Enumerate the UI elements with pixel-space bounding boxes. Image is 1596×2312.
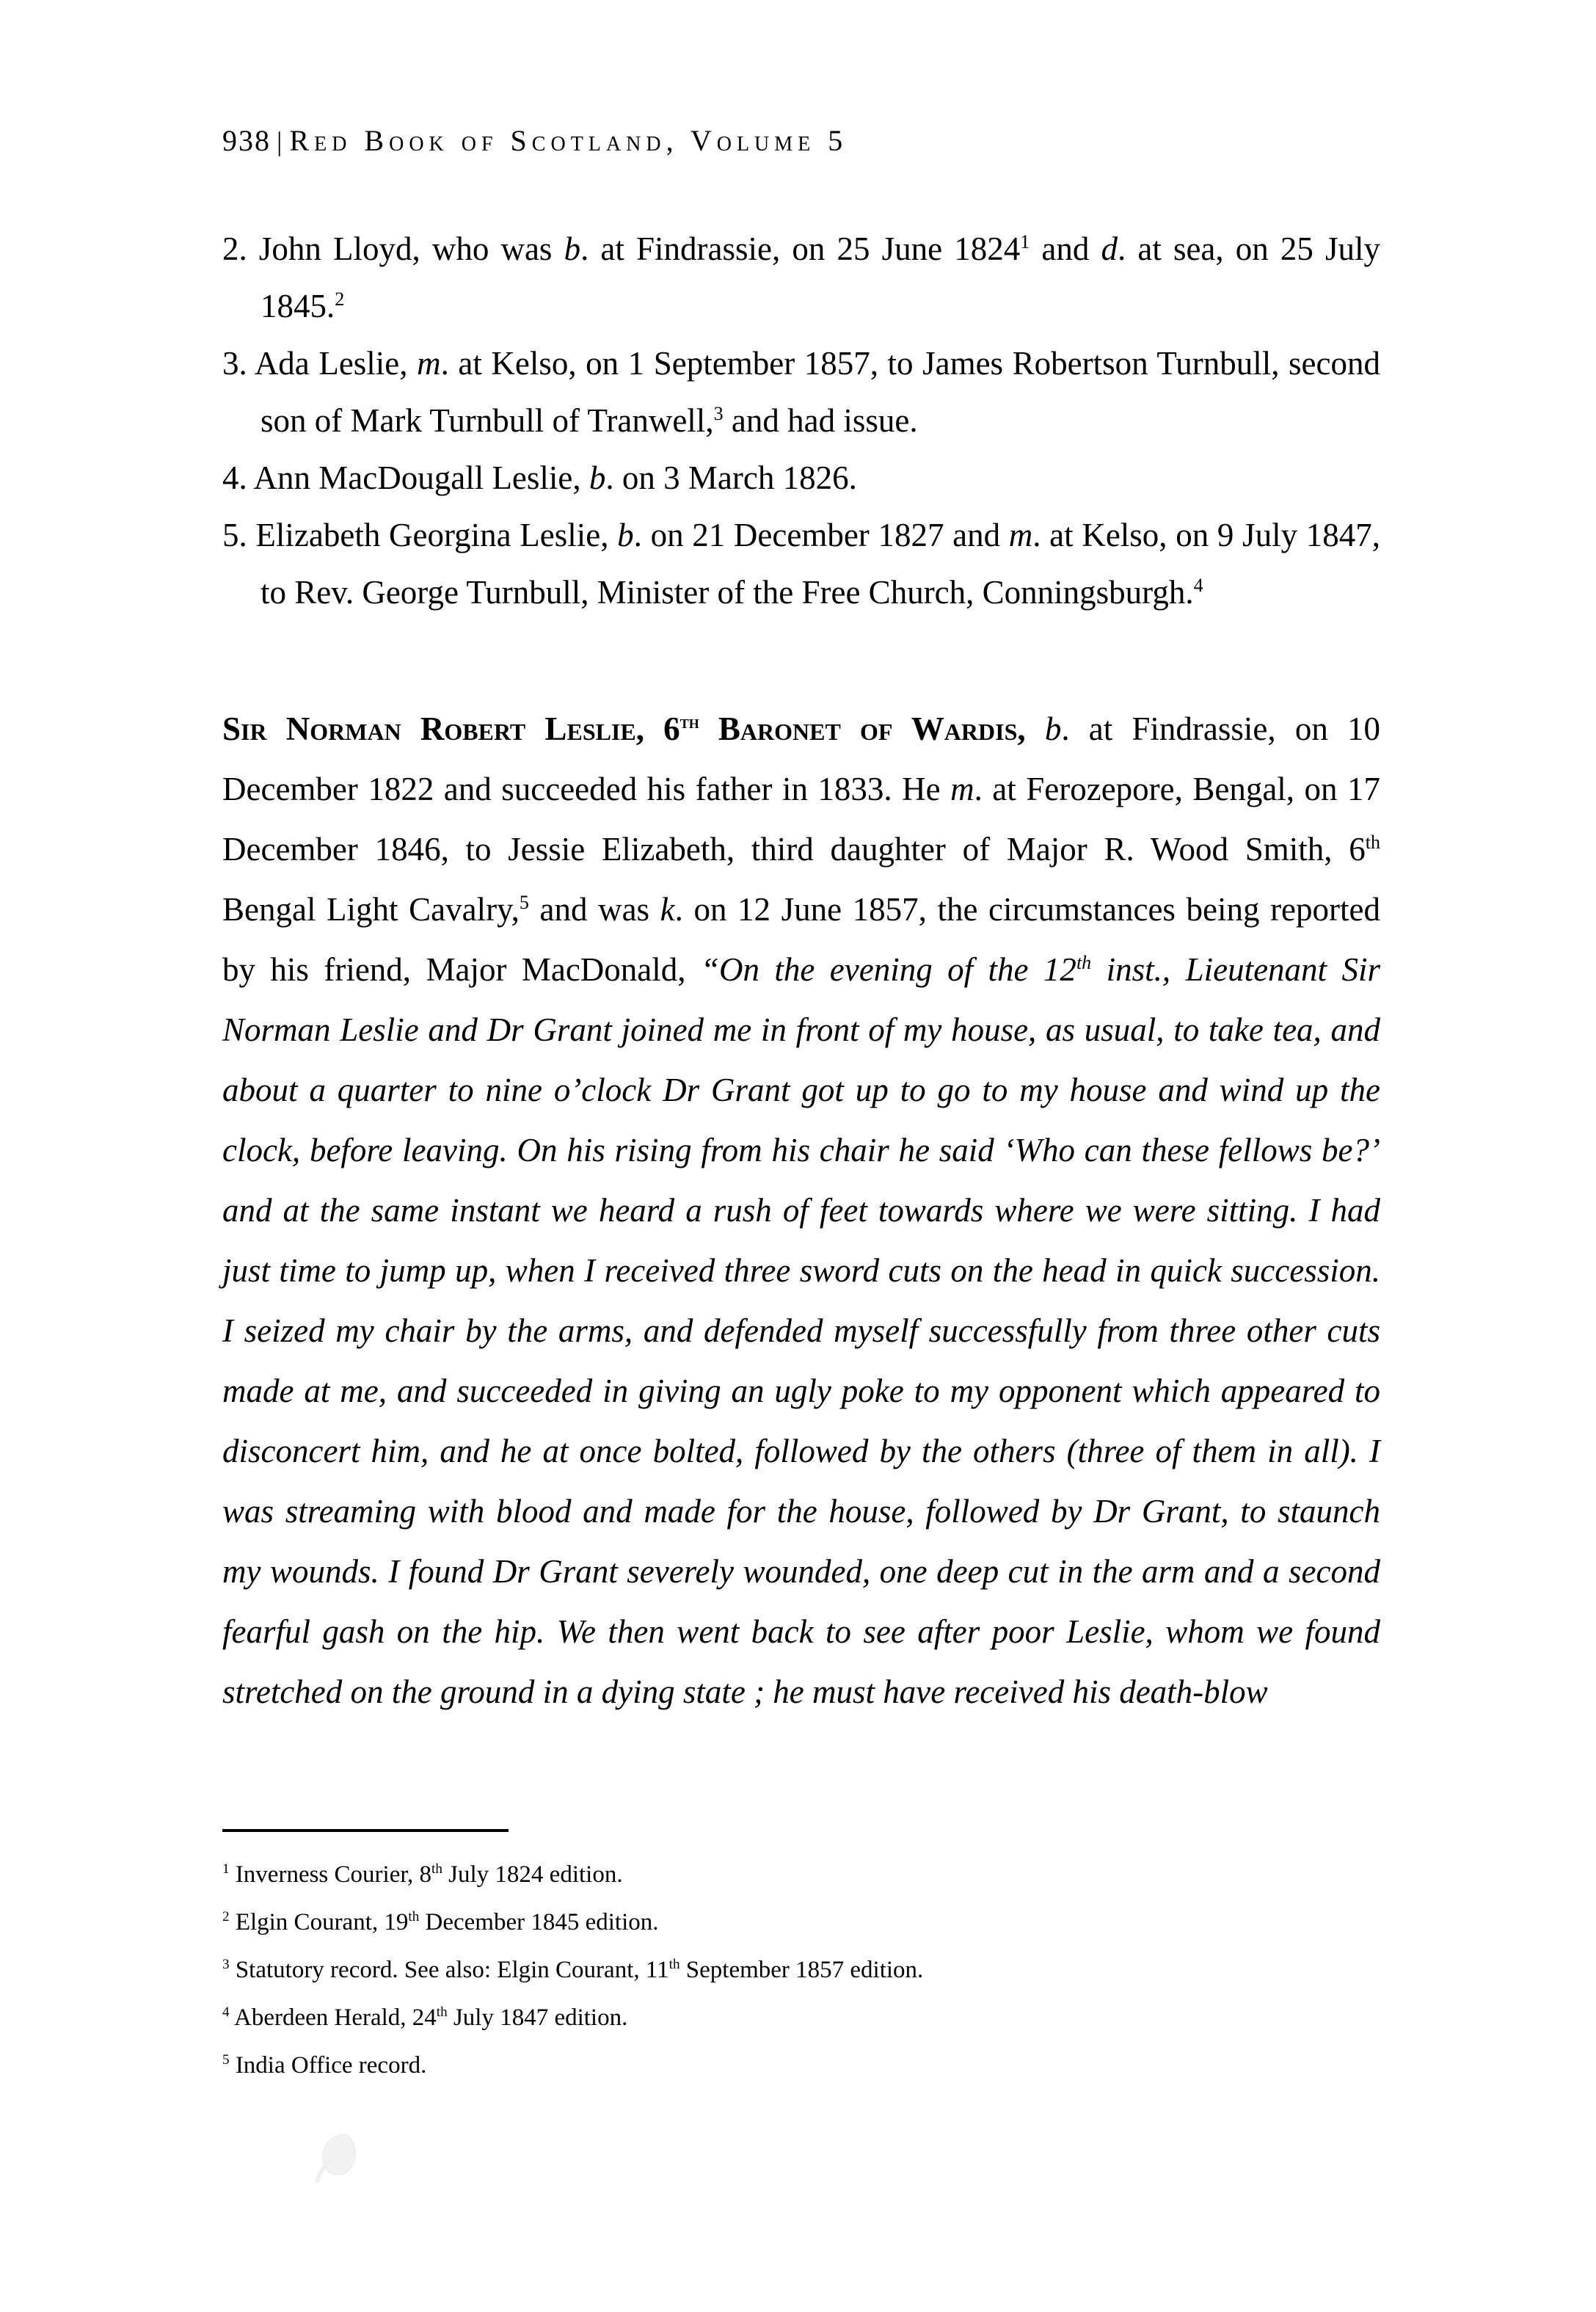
text-segment: July 1847 edition.: [447, 2004, 628, 2031]
text-segment: 1: [1020, 230, 1030, 252]
text-segment: . at Findrassie, on 10 December 1822 and succeeded his father in 1833. He: [222, 710, 1380, 807]
header-divider: |: [277, 127, 283, 157]
text-segment: m: [950, 771, 974, 807]
text-segment: 3. Ada Leslie,: [222, 345, 418, 382]
text-segment: “On the evening of the 12: [700, 951, 1076, 988]
text-segment: [1026, 710, 1045, 747]
text-segment: b: [617, 517, 634, 553]
text-segment: Inverness Courier, 8: [229, 1861, 432, 1888]
footnote-2: [222, 1899, 1380, 1946]
text-segment: 2. John Lloyd, who was: [222, 230, 564, 267]
text-segment: December 1845 edition.: [419, 1909, 659, 1935]
text-segment: 5: [222, 2052, 230, 2068]
book-title: Red Book of Scotland, Volume 5: [289, 124, 848, 157]
text-segment: 4: [1193, 574, 1203, 596]
text-segment: 3: [713, 402, 724, 424]
list-item-4: [222, 449, 1380, 506]
text-segment: 2: [335, 288, 345, 310]
text-segment: Bengal Light Cavalry,: [222, 891, 520, 928]
text-segment: . at Kelso, on 1 September 1857, to James Robertson Turnbull, second son of Mark Turnbull of Tranwell,: [260, 345, 1380, 439]
text-segment: Baronet of Wardis,: [699, 710, 1026, 747]
footnotes-section: [222, 1829, 1380, 2090]
text-segment: b: [564, 230, 581, 267]
biography-paragraph: [222, 699, 1380, 1722]
text-segment: inst., Lieutenant Sir Norman Leslie and Dr Grant joined me in front of my house, as usual, to take tea, and about a quarter to nine o’clock Dr Grant got up to go to my house and wind up the clock, before leaving. On his rising from his chair he said ‘Who can these fellows be?’ and at the same instant we heard a rush of feet towards where we were sitting. I had just time to jump up, when I received three sword cuts on the head in quick succession. I seized my chair by the arms, and defended myself successfully from three other cuts made at me, and succeeded in giving an ugly poke to my opponent which appeared to disconcert him, and he at once bolted, followed by the others (three of them in all). I was streaming with blood and made for the house, followed by Dr Grant, to staunch my wounds. I found Dr Grant severely wounded, one deep cut in the arm and a second fearful gash on the hip. We then went back to see after poor Leslie, whom we found stretched on the ground in a dying state ; he must have received his death-blow: [222, 951, 1380, 1710]
text-segment: . on 3 March 1826.: [605, 459, 857, 496]
footnote-3: [222, 1946, 1380, 1994]
running-header: [222, 123, 848, 158]
text-segment: . on 12 June 1857, the circumstances being reported by his friend, Major MacDonald,: [222, 891, 1380, 988]
text-segment: k: [660, 891, 675, 928]
text-segment: th: [408, 1909, 420, 1925]
footnote-1: [222, 1851, 1380, 1899]
footnote-4: [222, 1994, 1380, 2042]
text-segment: th: [1076, 951, 1092, 973]
text-segment: b: [1044, 710, 1062, 747]
text-segment: b: [589, 459, 606, 496]
text-segment: d: [1101, 230, 1118, 267]
text-segment: September 1857 edition.: [679, 1957, 924, 1983]
list-item-3: [222, 335, 1380, 449]
children-list: [222, 220, 1380, 621]
footnote-5: [222, 2042, 1380, 2090]
text-segment: Aberdeen Herald, 24: [229, 2004, 437, 2031]
text-segment: . at Ferozepore, Bengal, on 17 December 1846, to Jessie Elizabeth, third daughter of Major R. Wood Smith, 6: [222, 771, 1380, 868]
list-item-2: [222, 220, 1380, 335]
text-segment: m: [1008, 517, 1033, 553]
list-item-5: [222, 506, 1380, 621]
text-segment: . at Kelso, on 9 July 1847, to Rev. George Turnbull, Minister of the Free Church, Conningsburgh.: [260, 517, 1380, 611]
text-segment: . at Findrassie, on 25 June 1824: [580, 230, 1021, 267]
text-segment: . at sea, on 25 July 1845.: [260, 230, 1381, 324]
text-segment: 5. Elizabeth Georgina Leslie,: [222, 517, 618, 553]
text-segment: July 1824 edition.: [442, 1861, 623, 1888]
text-segment: 5: [519, 891, 529, 913]
text-segment: Statutory record. See also: Elgin Courant, 11: [229, 1957, 669, 1983]
text-segment: . on 21 December 1827 and: [633, 517, 1009, 553]
footnote-separator: [222, 1829, 509, 1832]
text-segment: 1: [222, 1861, 230, 1877]
text-segment: and: [1030, 230, 1101, 267]
text-segment: 4. Ann MacDougall Leslie,: [222, 459, 589, 496]
text-segment: 4: [222, 2004, 230, 2021]
text-segment: m: [417, 345, 441, 382]
text-segment: and was: [528, 891, 660, 928]
leaf-watermark-icon: [310, 2131, 368, 2185]
text-segment: and had issue.: [723, 402, 918, 439]
text-segment: 2: [222, 1909, 230, 1925]
text-segment: Sir Norman Robert Leslie, 6: [222, 710, 680, 747]
text-segment: th: [679, 710, 699, 733]
text-segment: India Office record.: [229, 2052, 427, 2079]
text-segment: th: [431, 1861, 442, 1877]
text-segment: th: [436, 2004, 448, 2021]
text-segment: Elgin Courant, 19: [229, 1909, 409, 1935]
page-number: 938: [222, 124, 271, 157]
text-segment: 3: [222, 1957, 230, 1973]
text-segment: th: [668, 1957, 680, 1973]
text-segment: th: [1365, 831, 1380, 853]
